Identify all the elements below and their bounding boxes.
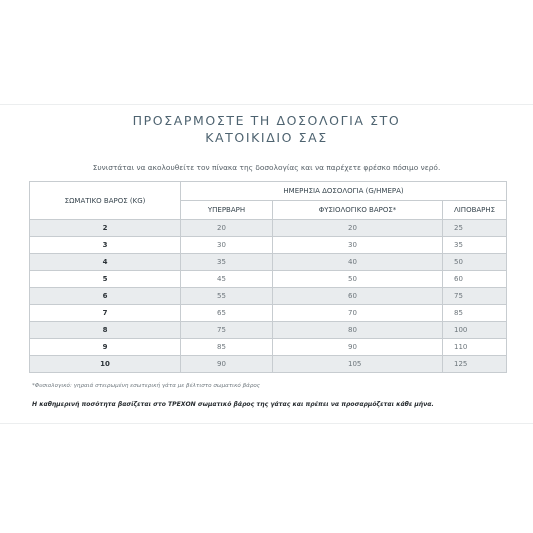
table-row <box>30 271 507 288</box>
overweight-cell: 55 <box>181 288 273 305</box>
underweight-cell: 50 <box>443 254 507 271</box>
top-divider <box>0 104 533 105</box>
weight-cell: 8 <box>30 322 181 339</box>
table-row <box>30 339 507 356</box>
underweight-cell: 75 <box>443 288 507 305</box>
normal-cell: 20 <box>273 220 443 237</box>
overweight-cell: 30 <box>181 237 273 254</box>
column-header-normal: ΦΥΣΙΟΛΟΓΙΚΟ ΒΑΡΟΣ* <box>273 201 443 220</box>
weight-cell: 9 <box>30 339 181 356</box>
underweight-cell: 100 <box>443 322 507 339</box>
overweight-cell: 90 <box>181 356 273 373</box>
overweight-cell: 35 <box>181 254 273 271</box>
normal-cell: 90 <box>273 339 443 356</box>
overweight-cell: 75 <box>181 322 273 339</box>
daily-dose-header: ΗΜΕΡΗΣΙΑ ΔΟΣΟΛΟΓΙΑ (G/ΗΜΕΡΑ) <box>181 182 507 201</box>
footnote: *Φυσιολογικό: γηραιά στειρωμένη εσωτερική γάτα με βέλτιστο σωματικό βάρος <box>32 383 261 389</box>
weight-cell: 10 <box>30 356 181 373</box>
title-line-1: ΠΡΟΣΑΡΜΟΣΤΕ ΤΗ ΔΟΣΟΛΟΓΙΑ ΣΤΟ <box>132 113 401 128</box>
column-header-overweight: ΥΠΕΡΒΑΡΗ <box>181 201 273 220</box>
normal-cell: 50 <box>273 271 443 288</box>
subtitle: Συνιστάται να ακολουθείτε τον πίνακα της δοσολογίας και να παρέχετε φρέσκο πόσιμο νερό. <box>92 163 441 172</box>
table-row <box>30 305 507 322</box>
bottom-divider <box>0 423 533 424</box>
weight-header: ΣΩΜΑΤΙΚΟ ΒΑΡΟΣ (KG) <box>30 182 181 220</box>
normal-cell: 105 <box>273 356 443 373</box>
table-row <box>30 254 507 271</box>
weight-cell: 2 <box>30 220 181 237</box>
weight-cell: 5 <box>30 271 181 288</box>
page-title <box>0 112 533 146</box>
table-row <box>30 220 507 237</box>
overweight-cell: 65 <box>181 305 273 322</box>
table-row <box>30 237 507 254</box>
weight-cell: 3 <box>30 237 181 254</box>
underweight-cell: 85 <box>443 305 507 322</box>
normal-cell: 80 <box>273 322 443 339</box>
underweight-cell: 125 <box>443 356 507 373</box>
underweight-cell: 35 <box>443 237 507 254</box>
table-row <box>30 356 507 373</box>
weight-cell: 4 <box>30 254 181 271</box>
table-row <box>30 322 507 339</box>
column-header-underweight: ΛΙΠΟΒΑΡΗΣ <box>443 201 507 220</box>
overweight-cell: 20 <box>181 220 273 237</box>
title-line-2: ΚΑΤΟΙΚΙΔΙΟ ΣΑΣ <box>205 130 328 145</box>
table-row <box>30 288 507 305</box>
overweight-cell: 85 <box>181 339 273 356</box>
overweight-cell: 45 <box>181 271 273 288</box>
weight-cell: 7 <box>30 305 181 322</box>
normal-cell: 30 <box>273 237 443 254</box>
underweight-cell: 110 <box>443 339 507 356</box>
dosage-table <box>29 181 507 373</box>
underweight-cell: 60 <box>443 271 507 288</box>
underweight-cell: 25 <box>443 220 507 237</box>
weight-cell: 6 <box>30 288 181 305</box>
weight-note: Η καθημερινή ποσότητα βασίζεται στο ΤΡΕΧΟΝ σωματικό βάρος της γάτας και πρέπει να προσαρμόζεται κάθε μήνα. <box>32 401 434 408</box>
normal-cell: 40 <box>273 254 443 271</box>
normal-cell: 60 <box>273 288 443 305</box>
normal-cell: 70 <box>273 305 443 322</box>
